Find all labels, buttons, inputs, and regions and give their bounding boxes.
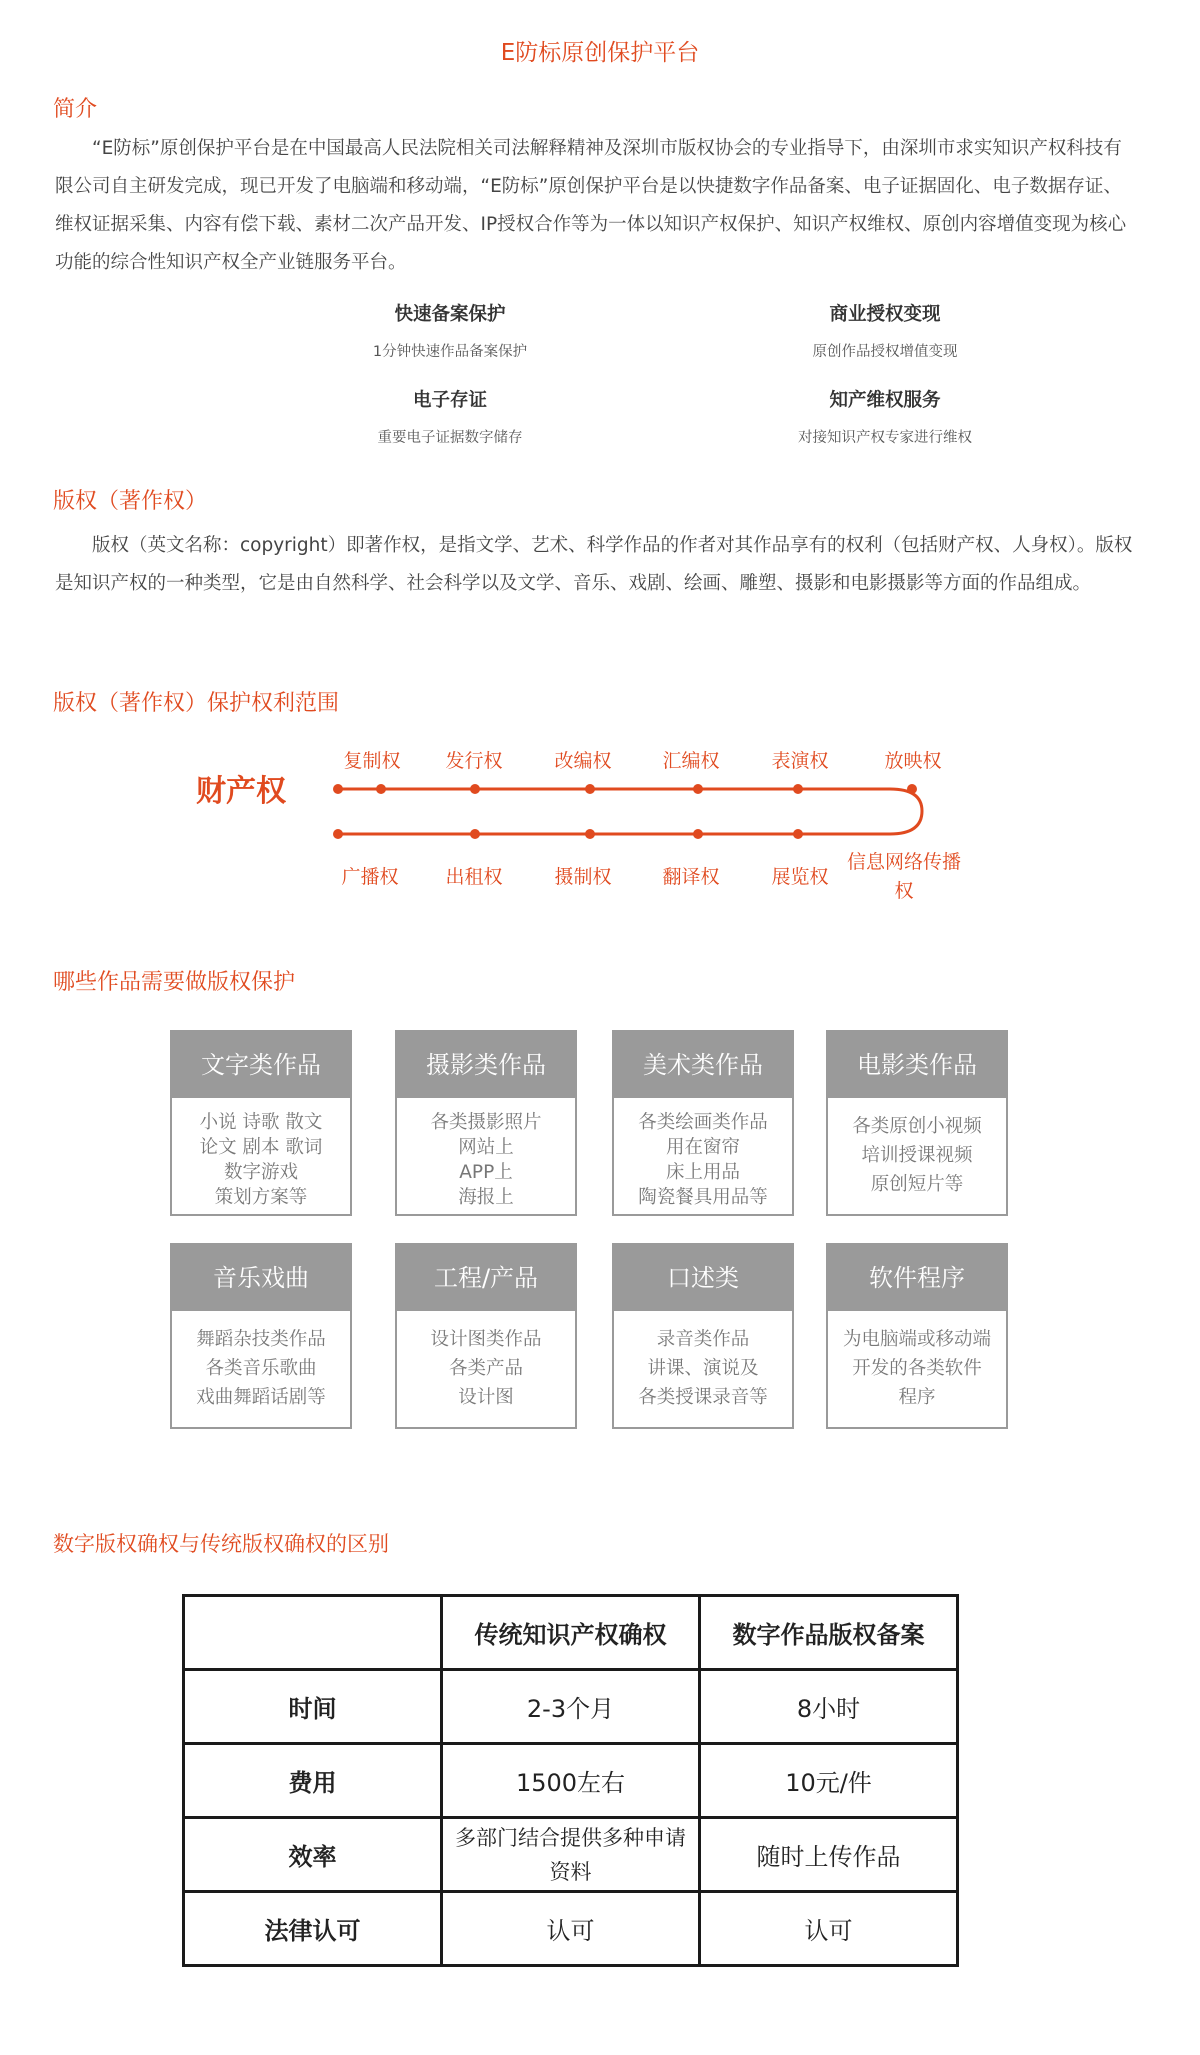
work-type-title: 工程/产品 <box>397 1245 575 1311</box>
work-type-examples <box>614 1110 792 1210</box>
table-header-cell: 数字作品版权备案 <box>700 1596 958 1670</box>
work-type-title: 摄影类作品 <box>397 1032 575 1098</box>
works-heading: 哪些作品需要做版权保护 <box>53 970 296 995</box>
table-cell: 2-3个月 <box>442 1670 700 1744</box>
right-label: 展览权 <box>771 866 829 888</box>
work-example-line: 程序 <box>898 1387 936 1408</box>
work-type-card <box>826 1030 1008 1216</box>
row-header: 法律认可 <box>184 1892 442 1966</box>
timeline-dot <box>333 829 343 839</box>
intro-heading: 简介 <box>53 97 98 122</box>
table-row <box>184 1744 958 1818</box>
timeline-dot <box>793 829 803 839</box>
work-example-line: APP上 <box>459 1162 513 1183</box>
row-header: 费用 <box>184 1744 442 1818</box>
work-example-line: 陶瓷餐具用品等 <box>638 1187 768 1208</box>
table-cell: 认可 <box>442 1892 700 1966</box>
timeline-dot <box>693 829 703 839</box>
work-type-title: 文字类作品 <box>172 1032 350 1098</box>
right-label: 出租权 <box>445 866 503 888</box>
scope-heading: 版权（著作权）保护权利范围 <box>53 691 340 716</box>
property-right-label: 财产权 <box>196 774 286 809</box>
right-label: 改编权 <box>554 750 612 772</box>
work-type-card <box>170 1243 352 1429</box>
right-label: 放映权 <box>884 750 942 772</box>
timeline-dot <box>907 784 917 794</box>
work-type-card <box>395 1030 577 1216</box>
timeline-dot <box>470 784 480 794</box>
work-type-title: 口述类 <box>614 1245 792 1311</box>
work-example-line: 各类绘画类作品 <box>638 1112 768 1133</box>
rights-timeline <box>0 0 1200 920</box>
work-example-line: 论文 剧本 歌词 <box>199 1137 323 1158</box>
work-type-title: 软件程序 <box>828 1245 1006 1311</box>
right-label: 汇编权 <box>662 750 720 772</box>
table-cell: 随时上传作品 <box>700 1818 958 1892</box>
feature-desc: 对接知识产权专家进行维权 <box>798 430 972 446</box>
work-example-line: 设计图类作品 <box>430 1329 542 1350</box>
work-type-examples <box>397 1325 575 1412</box>
table-row <box>184 1818 958 1892</box>
table-cell: 认可 <box>700 1892 958 1966</box>
feature-title: 知产维权服务 <box>829 390 941 411</box>
timeline-dot <box>793 784 803 794</box>
work-example-line: 开发的各类软件 <box>852 1358 982 1379</box>
timeline-dot <box>470 829 480 839</box>
right-label: 发行权 <box>445 750 503 772</box>
work-example-line: 讲课、演说及 <box>647 1358 759 1379</box>
table-cell: 8小时 <box>700 1670 958 1744</box>
feature-title: 快速备案保护 <box>394 304 506 325</box>
work-example-line: 海报上 <box>458 1187 514 1208</box>
work-type-title: 音乐戏曲 <box>172 1245 350 1311</box>
right-label: 摄制权 <box>554 866 612 888</box>
table-header-row <box>184 1596 958 1670</box>
work-type-card <box>826 1243 1008 1429</box>
work-type-title: 电影类作品 <box>828 1032 1006 1098</box>
right-label: 信息网络传播权 <box>846 851 961 902</box>
copyright-heading: 版权（著作权） <box>53 489 208 514</box>
comparison-table <box>182 1594 959 1967</box>
work-type-examples <box>172 1110 350 1210</box>
work-type-examples <box>828 1112 1006 1199</box>
right-label: 复制权 <box>343 750 401 772</box>
right-label: 翻译权 <box>662 866 720 888</box>
work-type-card <box>612 1030 794 1216</box>
work-example-line: 用在窗帘 <box>665 1137 740 1158</box>
right-label: 广播权 <box>341 866 399 888</box>
work-type-examples <box>828 1325 1006 1412</box>
work-example-line: 各类摄影照片 <box>430 1112 542 1133</box>
table-cell: 多部门结合提供多种申请资料 <box>442 1818 700 1892</box>
timeline-track <box>338 789 922 834</box>
work-example-line: 为电脑端或移动端 <box>842 1329 991 1350</box>
timeline-dot <box>585 829 595 839</box>
work-type-title: 美术类作品 <box>614 1032 792 1098</box>
feature-title: 商业授权变现 <box>829 304 941 325</box>
work-example-line: 各类授课录音等 <box>638 1387 768 1408</box>
work-type-examples <box>397 1110 575 1210</box>
table-header-cell: 传统知识产权确权 <box>442 1596 700 1670</box>
table-row <box>184 1670 958 1744</box>
work-type-card <box>612 1243 794 1429</box>
work-example-line: 各类原创小视频 <box>852 1116 982 1137</box>
timeline-dot <box>693 784 703 794</box>
feature-desc: 重要电子证据数字储存 <box>377 430 523 446</box>
work-example-line: 舞蹈杂技类作品 <box>196 1329 326 1350</box>
work-type-card <box>170 1030 352 1216</box>
timeline-dot <box>376 784 386 794</box>
work-example-line: 小说 诗歌 散文 <box>199 1112 323 1133</box>
table-cell: 1500左右 <box>442 1744 700 1818</box>
table-row <box>184 1892 958 1966</box>
work-type-card <box>395 1243 577 1429</box>
row-header: 时间 <box>184 1670 442 1744</box>
timeline-dot <box>585 784 595 794</box>
timeline-dot <box>333 784 343 794</box>
work-example-line: 原创短片等 <box>870 1174 964 1195</box>
feature-desc: 1分钟快速作品备案保护 <box>372 344 528 360</box>
work-example-line: 各类产品 <box>448 1358 523 1379</box>
page-title: E防标原创保护平台 <box>500 40 700 66</box>
feature-desc: 原创作品授权增值变现 <box>812 344 958 360</box>
work-example-line: 床上用品 <box>665 1162 740 1183</box>
work-example-line: 各类音乐歌曲 <box>205 1358 317 1379</box>
work-type-examples <box>614 1325 792 1412</box>
comparison-heading: 数字版权确权与传统版权确权的区别 <box>53 1532 389 1556</box>
work-example-line: 策划方案等 <box>214 1187 308 1208</box>
work-example-line: 录音类作品 <box>656 1329 750 1350</box>
work-example-line: 培训授课视频 <box>861 1145 973 1166</box>
work-example-line: 数字游戏 <box>223 1162 298 1183</box>
table-cell <box>184 1596 442 1670</box>
intro-paragraph: “E防标”原创保护平台是在中国最高人民法院相关司法解释精神及深圳市版权协会的专业指导下，由深圳市求实知识产权科技有限公司自主研发完成，现已开发了电脑端和移动端，“E防标”原创保护平台是以快捷数字作品备案、电子证据固化、电子数据存证、维权证据采集、内容有偿下载、素材二次产品开发、IP授权合作等为一体以知识产权保护、知识产权维权、原创内容增值变现为核心功能的综合性知识产权全产业链服务平台。 <box>55 138 1127 273</box>
right-label: 表演权 <box>771 750 829 772</box>
copyright-paragraph: 版权（英文名称：copyright）即著作权，是指文学、艺术、科学作品的作者对其作品享有的权利（包括财产权、人身权）。版权是知识产权的一种类型，它是由自然科学、社会科学以及文学、音乐、戏剧、绘画、雕塑、摄影和电影摄影等方面的作品组成。 <box>55 535 1133 594</box>
work-example-line: 网站上 <box>458 1137 514 1158</box>
work-type-examples <box>172 1325 350 1412</box>
feature-title: 电子存证 <box>412 390 487 411</box>
row-header: 效率 <box>184 1818 442 1892</box>
work-example-line: 设计图 <box>458 1387 514 1408</box>
table-cell: 10元/件 <box>700 1744 958 1818</box>
work-example-line: 戏曲舞蹈话剧等 <box>196 1387 326 1408</box>
